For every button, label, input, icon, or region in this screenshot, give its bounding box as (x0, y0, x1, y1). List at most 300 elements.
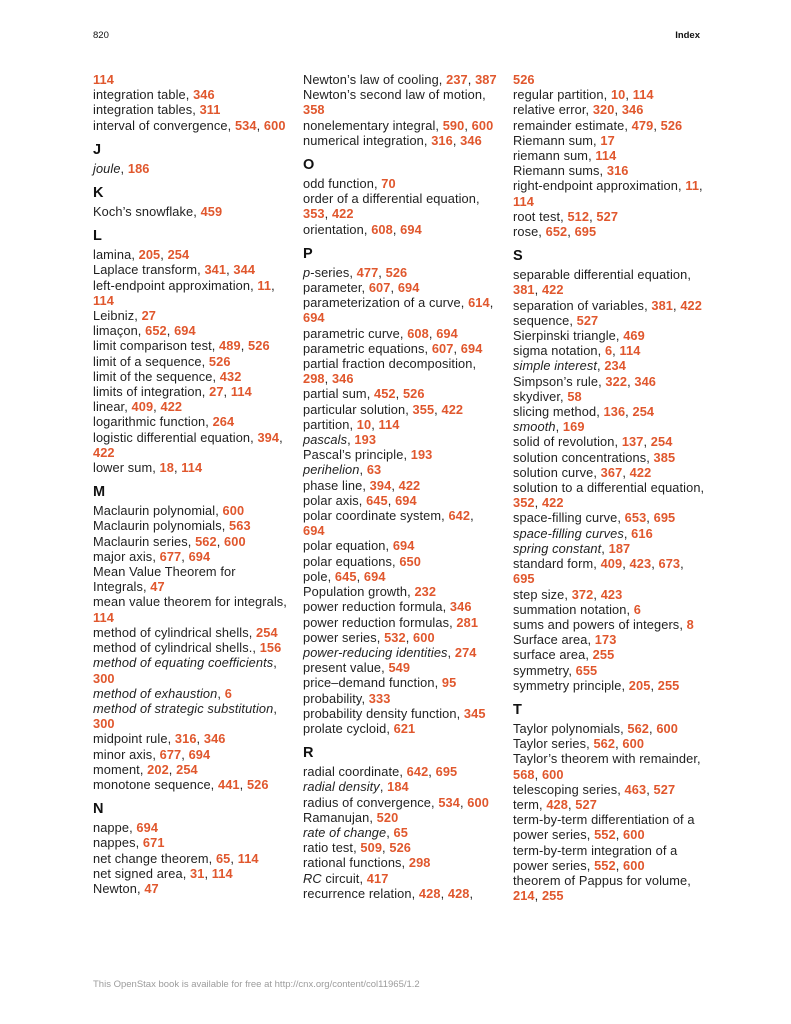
entry-term: method of strategic substitution (93, 700, 274, 716)
entry-term: separation of variables (513, 297, 645, 313)
page-ref: 526 (248, 338, 270, 354)
index-entry: smooth, 169 (513, 419, 585, 435)
entry-term: limit of a sequence (93, 353, 202, 369)
index-entry: root test, 512, 527 (513, 208, 619, 224)
page-ref: 31 (190, 865, 205, 881)
index-entry: nonelementary integral, 590, 600 (303, 117, 494, 133)
page-ref: 532 (384, 629, 406, 645)
page-ref: 95 (441, 675, 457, 691)
entry-term: Sierpinski triangle (513, 328, 616, 344)
page-ref: 652 (545, 224, 568, 240)
page-ref: 114 (378, 416, 400, 432)
entry-term: Taylor polynomials (513, 720, 621, 736)
page-ref: 322 (605, 373, 628, 389)
index-entry: radial density, 184 (303, 779, 409, 795)
index-entry: prolate cycloid, 621 (303, 720, 416, 736)
page-number: 820 (93, 30, 109, 41)
page-ref: 600 (622, 736, 645, 752)
page-ref: 353 (303, 206, 325, 222)
page-ref: 333 (368, 690, 391, 706)
entry-term: rational functions (303, 855, 402, 871)
index-entry: Koch’s snowflake, 459 (93, 204, 223, 220)
entry-term: solution to a differential equation (513, 480, 701, 496)
entry-term: price–demand function (303, 675, 435, 691)
entry-term: power series (303, 629, 377, 645)
index-entry: order of a differential equation, 353, 422 (303, 191, 480, 222)
page-ref: 650 (399, 553, 421, 569)
page-ref: 10 (610, 87, 626, 103)
entry-term: polar equation (303, 538, 386, 554)
page-ref: 346 (634, 373, 657, 389)
page-ref: 652 (145, 323, 167, 339)
page-ref: 367 (600, 464, 623, 480)
page-ref: 156 (259, 640, 282, 656)
page-ref: 489 (219, 338, 241, 354)
index-entry: Population growth, 232 (303, 584, 437, 600)
index-entry: partial sum, 452, 526 (303, 386, 425, 402)
page-ref: 509 (360, 840, 383, 856)
page-ref: 394 (369, 477, 392, 493)
index-content (93, 72, 713, 903)
page-ref: 600 (467, 794, 489, 810)
page-ref: 512 (567, 208, 590, 224)
entry-term: Newton’s law of cooling (303, 72, 439, 87)
entry-term: right-endpoint approximation (513, 178, 678, 194)
page-ref: 193 (410, 447, 433, 463)
page-ref: 27 (141, 308, 157, 324)
page-ref: 254 (176, 761, 198, 777)
entry-term: monotone sequence (93, 776, 211, 792)
entry-term: circuit (321, 870, 360, 886)
page-ref: 214 (513, 888, 535, 904)
entry-term: method of cylindrical shells (93, 624, 249, 640)
page-ref: 527 (576, 312, 599, 328)
entry-term: sequence (513, 312, 570, 328)
index-column (303, 72, 499, 903)
page-ref: 526 (513, 72, 535, 87)
page-ref: 694 (188, 548, 211, 564)
entry-term: Taylor series (513, 736, 587, 752)
entry-term: polar equations (303, 553, 393, 569)
index-entry: Taylor’s theorem with remainder, 568, 600 (513, 751, 701, 782)
page-ref: 677 (159, 746, 182, 762)
page-ref: 422 (541, 282, 564, 298)
page-ref: 10 (356, 416, 372, 432)
index-entry: Mean Value Theorem for Integrals, 47 (93, 564, 236, 595)
page-ref: 549 (388, 660, 411, 676)
index-entry: pole, 645, 694 (303, 568, 386, 584)
entry-term: present value (303, 660, 382, 676)
entry-term: orientation (303, 221, 364, 237)
section-heading: N (93, 801, 104, 818)
entry-term: nappes (93, 835, 136, 851)
page-ref: 552 (594, 827, 616, 843)
entry-term: nonelementary integral (303, 117, 436, 133)
entry-term: partial fraction decomposition (303, 356, 473, 372)
page-ref: 63 (366, 462, 382, 478)
page-ref: 616 (631, 525, 653, 541)
index-entry: polar coordinate system, 642, 694 (303, 508, 474, 539)
index-entry: p-series, 477, 526 (303, 264, 408, 280)
entry-term: pole (303, 568, 328, 584)
page-ref: 590 (442, 117, 465, 133)
page-ref: 346 (460, 132, 482, 148)
entry-term: joule (93, 160, 121, 176)
index-entry (93, 72, 289, 87)
page-ref: 381 (651, 297, 674, 313)
page-ref: 469 (623, 328, 645, 344)
index-entry: power series, 532, 600 (303, 629, 435, 645)
page-ref: 694 (136, 820, 159, 836)
page-ref: 11 (685, 178, 700, 194)
index-entry: term-by-term differentiation of a power series, 552, 600 (513, 812, 695, 843)
index-entry: Riemann sum, 17 (513, 132, 615, 148)
entry-term: method of equating coefficients (93, 655, 274, 671)
index-entry: separation of variables, 381, 422 (513, 297, 702, 313)
entry-term: partition (303, 416, 350, 432)
index-entry: interval of convergence, 534, 600 (93, 117, 286, 133)
page-ref: 600 (623, 827, 645, 843)
index-entry: Riemann sums, 316 (513, 163, 629, 179)
page-ref: 202 (147, 761, 169, 777)
entry-term: major axis (93, 548, 153, 564)
entry-term: parameter (303, 280, 362, 296)
entry-term: Riemann sums (513, 163, 600, 179)
index-entry: parameter, 607, 694 (303, 280, 420, 296)
page-ref: 562 (593, 736, 616, 752)
index-entry: term, 428, 527 (513, 796, 597, 812)
index-entry: logarithmic function, 264 (93, 414, 235, 430)
page-ref: 254 (167, 247, 190, 263)
page-ref: 65 (215, 850, 231, 866)
page-ref: 316 (174, 731, 197, 747)
page-ref: 428 (418, 885, 441, 901)
entry-term: Newton’s second law of motion (303, 87, 483, 103)
index-entry: riemann sum, 114 (513, 148, 617, 164)
index-entry: price–demand function, 95 (303, 675, 457, 691)
index-entry: relative error, 320, 346 (513, 102, 644, 118)
page-ref: 534 (438, 794, 460, 810)
entry-term: numerical integration (303, 132, 424, 148)
page-ref: 300 (93, 670, 115, 686)
index-entry: step size, 372, 423 (513, 586, 623, 602)
page-ref: 316 (606, 163, 629, 179)
index-entry: orientation, 608, 694 (303, 221, 422, 237)
entry-term: rose (513, 224, 539, 240)
index-entry: probability, 333 (303, 690, 391, 706)
page-ref: 114 (619, 343, 641, 359)
index-entry: power-reducing identities, 274 (303, 644, 477, 660)
entry-term: Koch’s snowflake (93, 204, 194, 220)
entry-term: partial sum (303, 386, 367, 402)
page-ref: 423 (629, 556, 652, 572)
entry-term: Simpson’s rule (513, 373, 599, 389)
entry-term: separable differential equation (513, 267, 688, 283)
page-ref: 459 (200, 204, 223, 220)
page-ref: 345 (463, 705, 486, 721)
page-ref: 694 (363, 568, 386, 584)
section-heading: T (513, 701, 522, 718)
page-ref: 255 (592, 647, 615, 663)
index-entry: lamina, 205, 254 (93, 247, 190, 263)
index-entry: Maclaurin polynomial, 600 (93, 503, 245, 519)
index-entry: sums and powers of integers, 8 (513, 616, 694, 632)
index-entry: present value, 549 (303, 660, 411, 676)
index-entry: monotone sequence, 441, 526 (93, 776, 269, 792)
index-entry: solution curve, 367, 422 (513, 464, 652, 480)
page-ref: 562 (195, 533, 217, 549)
page-ref: 653 (624, 510, 647, 526)
entry-term: integration table (93, 87, 186, 103)
page-ref: 205 (628, 677, 651, 693)
index-entry: power reduction formula, 346 (303, 599, 472, 615)
page-ref: 169 (562, 419, 585, 435)
index-entry: surface area, 255 (513, 647, 615, 663)
page-ref: 255 (541, 888, 564, 904)
page-ref: 642 (406, 764, 429, 780)
page-ref: 695 (435, 764, 458, 780)
page-ref: 186 (127, 160, 150, 176)
entry-term: Population growth (303, 584, 408, 600)
index-entry: odd function, 70 (303, 176, 396, 192)
entry-term: Surface area (513, 632, 588, 648)
entry-term: perihelion (303, 462, 360, 478)
index-entry: recurrence relation, 428, 428, (303, 885, 474, 901)
page-ref: 562 (627, 720, 650, 736)
index-entry: minor axis, 677, 694 (93, 746, 211, 762)
index-entry: integration tables, 311 (93, 102, 221, 118)
entry-term: probability density function (303, 705, 457, 721)
index-entry: Newton’s law of cooling, 237, 387 (303, 72, 497, 87)
index-entry: parameterization of a curve, 614, 694 (303, 295, 494, 326)
entry-term: regular partition (513, 87, 604, 103)
page-ref: 8 (686, 616, 694, 632)
entry-term: phase line (303, 477, 363, 493)
page-ref: 600 (222, 503, 245, 519)
index-entry: Ramanujan, 520 (303, 809, 399, 825)
page-ref: 47 (150, 579, 165, 595)
page-ref: 372 (571, 586, 594, 602)
page-ref: 136 (603, 404, 626, 420)
entry-term: minor axis (93, 746, 153, 762)
index-entry: partial fraction decomposition, 298, 346 (303, 356, 477, 387)
page-ref: 187 (608, 540, 631, 556)
index-entry: solution to a differential equation, 352, 422 (513, 480, 705, 511)
page-ref: 694 (392, 538, 415, 554)
page-header (93, 30, 700, 41)
page-ref: 27 (209, 384, 224, 400)
page-ref: 352 (513, 495, 535, 511)
page-ref: 184 (387, 779, 409, 795)
page-ref: 65 (393, 824, 408, 840)
page-ref: 422 (331, 206, 354, 222)
index-entry: parametric curve, 608, 694 (303, 325, 458, 341)
index-entry: linear, 409, 422 (93, 399, 183, 415)
page-ref: 341 (204, 262, 227, 278)
entry-term: radial density (303, 779, 380, 795)
entry-term: Maclaurin polynomial (93, 503, 216, 519)
entry-term: limit of the sequence (93, 368, 213, 384)
index-entry: space-filling curves, 616 (513, 525, 653, 541)
page-ref: 114 (595, 148, 617, 164)
page-ref: 385 (653, 449, 676, 465)
entry-term: parametric equations (303, 340, 425, 356)
entry-term: limits of integration (93, 384, 202, 400)
entry-term: Riemann sum (513, 132, 594, 148)
index-entry: remainder estimate, 479, 526 (513, 117, 683, 133)
page-ref: 695 (574, 224, 597, 240)
page-ref: 671 (142, 835, 165, 851)
entry-term: polar coordinate system (303, 508, 442, 524)
page-ref: 114 (181, 460, 203, 476)
index-entry: telescoping series, 463, 527 (513, 781, 676, 797)
index-entry: Sierpinski triangle, 469 (513, 328, 645, 344)
entry-term: net signed area (93, 865, 183, 881)
page-ref: 300 (93, 716, 115, 732)
page-ref: 621 (393, 720, 416, 736)
page-ref: 432 (219, 368, 242, 384)
page-ref: 232 (414, 584, 437, 600)
index-entry: rational functions, 298 (303, 855, 431, 871)
page-ref: 428 (447, 885, 470, 901)
entry-term: spring constant (513, 540, 602, 556)
page-ref: 346 (203, 731, 226, 747)
entry-term: power reduction formulas (303, 614, 450, 630)
page-ref: 563 (229, 518, 251, 534)
entry-term: symmetry principle (513, 677, 622, 693)
page-ref: 477 (356, 264, 379, 280)
entry-term: left-endpoint approximation (93, 277, 251, 293)
index-entry: sigma notation, 6, 114 (513, 343, 641, 359)
index-entry (513, 72, 709, 87)
entry-term: rate of change (303, 824, 387, 840)
index-entry: standard form, 409, 423, 673, 695 (513, 556, 684, 587)
page-ref: 114 (93, 72, 114, 87)
entry-term: slicing method (513, 404, 597, 420)
page-ref: 346 (193, 87, 215, 103)
entry-term: sigma notation (513, 343, 598, 359)
index-entry: limit comparison test, 489, 526 (93, 338, 270, 354)
page-ref: 655 (575, 662, 598, 678)
page-ref: 316 (431, 132, 453, 148)
page-ref: 6 (604, 343, 613, 359)
page-ref: 600 (224, 533, 246, 549)
index-entry: symmetry principle, 205, 255 (513, 677, 680, 693)
entry-term: parameterization of a curve (303, 295, 461, 311)
index-entry: radial coordinate, 642, 695 (303, 764, 458, 780)
section-heading: J (93, 141, 102, 158)
page-ref: 422 (160, 399, 183, 415)
section-heading: K (93, 185, 104, 202)
entry-term: order of a differential equation (303, 191, 476, 207)
page-ref: 614 (468, 295, 490, 311)
index-entry: lower sum, 18, 114 (93, 460, 203, 476)
index-entry: midpoint rule, 316, 346 (93, 731, 226, 747)
page-ref: 114 (93, 609, 114, 625)
index-entry: power reduction formulas, 281 (303, 614, 479, 630)
index-entry: separable differential equation, 381, 422 (513, 267, 691, 298)
page-ref: 694 (174, 323, 196, 339)
index-entry: rose, 652, 695 (513, 224, 597, 240)
entry-term: odd function (303, 176, 374, 192)
entry-term: nappe (93, 820, 130, 836)
page-ref: 534 (234, 117, 257, 133)
entry-term: logistic differential equation (93, 429, 251, 445)
entry-term: remainder estimate (513, 117, 625, 133)
entry-term: method of exhaustion (93, 685, 218, 701)
entry-term: radius of convergence (303, 794, 432, 810)
page-ref: 642 (448, 508, 471, 524)
entry-term: Taylor’s theorem with remainder (513, 751, 697, 767)
page-ref: 526 (246, 776, 269, 792)
page-ref: 298 (303, 371, 325, 387)
entry-term: Pascal’s principle (303, 447, 404, 463)
page-ref: 694 (303, 523, 325, 539)
page-ref: 526 (402, 386, 425, 402)
index-entry: slicing method, 136, 254 (513, 404, 655, 420)
entry-term: step size (513, 586, 565, 602)
index-entry: Maclaurin series, 562, 600 (93, 533, 246, 549)
index-entry: sequence, 527 (513, 312, 599, 328)
page-ref: 526 (385, 264, 408, 280)
page-ref: 695 (513, 571, 535, 587)
entry-term: net change theorem (93, 850, 209, 866)
index-entry: Surface area, 173 (513, 632, 617, 648)
page-ref: 11 (257, 277, 272, 293)
index-entry: polar equations, 650 (303, 553, 421, 569)
page-ref: 346 (331, 371, 354, 387)
entry-term: integration tables (93, 102, 193, 118)
page-ref: 527 (653, 781, 676, 797)
entry-term: root test (513, 208, 561, 224)
page-ref: 298 (408, 855, 431, 871)
page-ref: 114 (93, 292, 114, 308)
page-ref: 264 (212, 414, 235, 430)
index-entry: logistic differential equation, 394, 422 (93, 429, 283, 460)
page-ref: 600 (263, 117, 286, 133)
entry-term: Mean Value Theorem for Integrals (93, 564, 236, 595)
index-entry: partition, 10, 114 (303, 416, 400, 432)
entry-term: standard form (513, 556, 594, 572)
entry-term: term (513, 796, 539, 812)
entry-term: pascals (303, 432, 348, 448)
page-ref: 428 (546, 796, 568, 812)
index-entry: Maclaurin polynomials, 563 (93, 518, 251, 534)
index-entry: Pascal’s principle, 193 (303, 447, 433, 463)
page-ref: 673 (658, 556, 681, 572)
page-ref: 205 (138, 247, 161, 263)
index-entry: polar axis, 645, 694 (303, 492, 417, 508)
entry-term: term-by-term differentiation of a power series (513, 812, 695, 843)
index-entry: regular partition, 10, 114 (513, 87, 654, 103)
page-ref: 607 (431, 340, 454, 356)
page-ref: 381 (513, 282, 535, 298)
entry-term: probability (303, 690, 362, 706)
index-entry: Laplace transform, 341, 344 (93, 262, 256, 278)
entry-term: polar axis (303, 492, 359, 508)
entry-term: space-filling curve (513, 510, 618, 526)
page-ref: 607 (368, 280, 391, 296)
page-ref: 600 (623, 857, 645, 873)
entry-term: limaçon (93, 323, 138, 339)
page-ref: 193 (354, 432, 377, 448)
entry-term: sums and powers of integers (513, 616, 680, 632)
index-entry: solution concentrations, 385 (513, 449, 676, 465)
index-entry: method of equating coefficients, 300 (93, 655, 277, 686)
index-column (93, 72, 289, 903)
page-ref: 346 (449, 599, 472, 615)
page-ref: 114 (211, 865, 233, 881)
